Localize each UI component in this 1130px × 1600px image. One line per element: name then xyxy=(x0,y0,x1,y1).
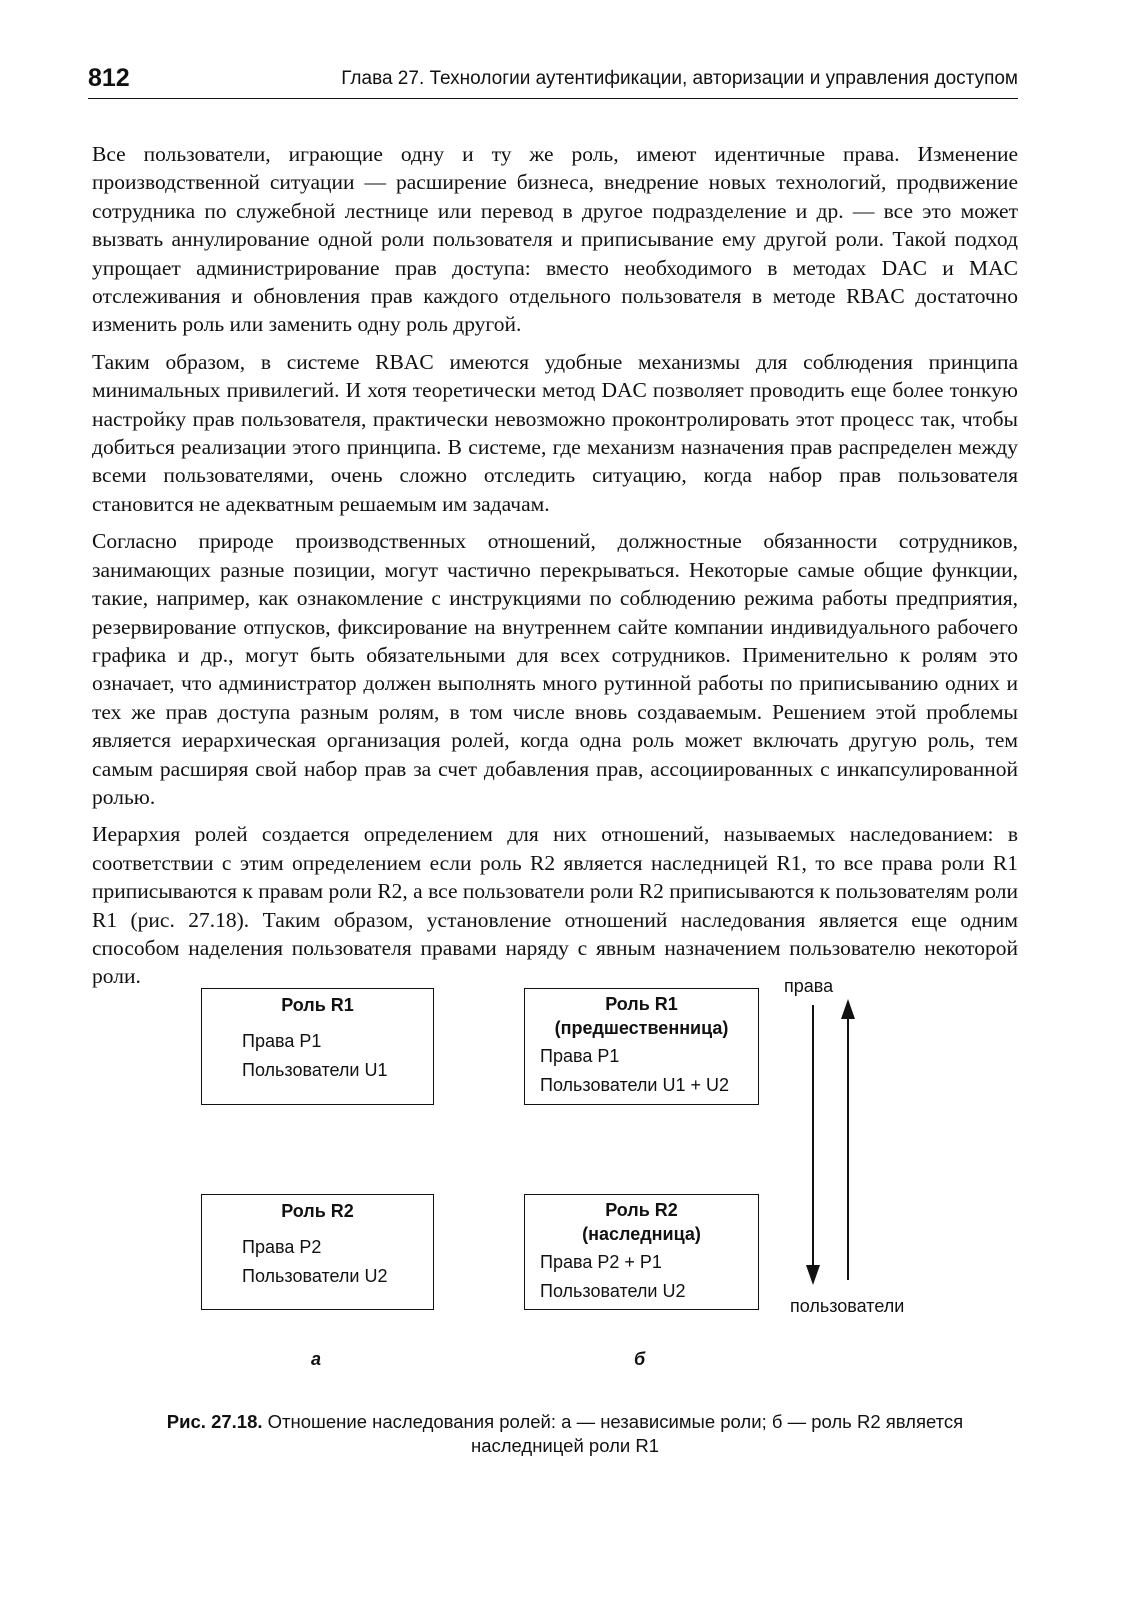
role-title: Роль R1 xyxy=(281,995,354,1015)
role-box-b2 xyxy=(524,1194,759,1310)
running-head: Глава 27. Технологии аутентификации, авторизации и управления доступом xyxy=(341,68,1018,89)
role-rights: Права P2 + P1 xyxy=(540,1252,662,1272)
page-header xyxy=(88,64,1018,99)
caption-label: Рис. 27.18. xyxy=(166,1411,263,1432)
rights-axis-label: права xyxy=(784,976,834,996)
role-box-a1 xyxy=(201,988,434,1105)
direction-arrows xyxy=(790,995,870,1290)
subfigure-label-b: б xyxy=(634,1349,646,1369)
role-title: Роль R2 xyxy=(281,1201,354,1221)
paragraph: Таким образом, в системе RBAC имеются удобные механизмы для соблюдения принципа минимальных привилегий. И хотя теоретически метод DAC позволяет проводить еще более тонкую настройку прав пользователя, практически невозможно проконтролировать этот процесс так, чтобы добиться реализации этого принципа. В системе, где механизм назначения прав распределен между всеми пользователями, очень сложно отследить ситуацию, когда набор прав пользователя становится не адекватным решаемым им задачам. xyxy=(92,349,1018,516)
role-subtitle: (наследница) xyxy=(582,1224,701,1244)
up-arrow-head xyxy=(841,999,855,1019)
role-rights: Права P1 xyxy=(242,1031,322,1051)
role-title: Роль R2 xyxy=(605,1200,678,1220)
role-users: Пользователи U1 + U2 xyxy=(540,1075,730,1095)
paragraph: Все пользователи, играющие одну и ту же роль, имеют идентичные права. Изменение производственной ситуации — расширение бизнеса, внедрение новых технологий, продвижение сотрудника по служебной лестнице или перевод в другое подразделение и др. — все это может вызвать аннулирование одной роли пользователя и приписывание ему другой роли. Такой подход упрощает администрирование прав доступа: вместо необходимого в методах DAC и MAC отслеживания и обновления прав каждого отдельного пользователя в методе RBAC достаточно изменить роль или заменить одну роль другой. xyxy=(92,142,1018,337)
role-subtitle: (предшественница) xyxy=(554,1018,729,1038)
paragraph: Согласно природе производственных отношений, должностные обязанности сотрудников, занимающих разные позиции, могут частично перекрываться. Некоторые самые общие функции, такие, например, как ознакомление с инструкциями по соблюдению режима работы предприятия, резервирование отпусков, фиксирование на внутреннем сайте компании индивидуального рабочего графика и др., могут быть обязательными для всех сотрудников. Применительно к ролям это означает, что администратор должен выполнять много рутинной работы по приписыванию одних и тех же прав доступа разным ролям, в том числе вновь создаваемым. Решением этой проблемы является иерархическая организация ролей, когда одна роль может включать другую роль, тем самым расширяя свой набор прав за счет добавления прав, ассоциированных с инкапсулированной ролью. xyxy=(92,529,1018,809)
role-rights: Права P2 xyxy=(242,1237,322,1257)
role-title: Роль R1 xyxy=(605,994,678,1014)
role-rights: Права P1 xyxy=(540,1046,620,1066)
down-arrow-head xyxy=(806,1265,820,1285)
page-number: 812 xyxy=(88,64,130,92)
role-users: Пользователи U2 xyxy=(242,1266,388,1286)
paragraph: Иерархия ролей создается определением для них отношений, называемых наследованием: в соответствии с этим определением если роль R2 является наследницей R1, то все права роли R1 приписываются к правам роли R2, а все пользователи роли R2 приписываются к пользователям роли R1 (рис. 27.18). Таким образом, установление отношений наследования является еще одним способом наделения пользователя правами наряду с явным назначением пользователю некоторой роли. xyxy=(92,822,1018,989)
caption-text: Отношение наследования ролей: а — независимые роли; б — роль R2 является наследницей роли R1 xyxy=(262,1411,964,1456)
users-axis-label: пользователи xyxy=(790,1296,905,1316)
figure-caption xyxy=(120,1410,1010,1458)
role-box-a2 xyxy=(201,1194,434,1310)
role-box-b1 xyxy=(524,988,759,1105)
body-text xyxy=(92,140,1018,1000)
role-users: Пользователи U1 xyxy=(242,1060,388,1080)
subfigure-label-a: а xyxy=(311,1349,322,1369)
role-users: Пользователи U2 xyxy=(540,1281,686,1301)
